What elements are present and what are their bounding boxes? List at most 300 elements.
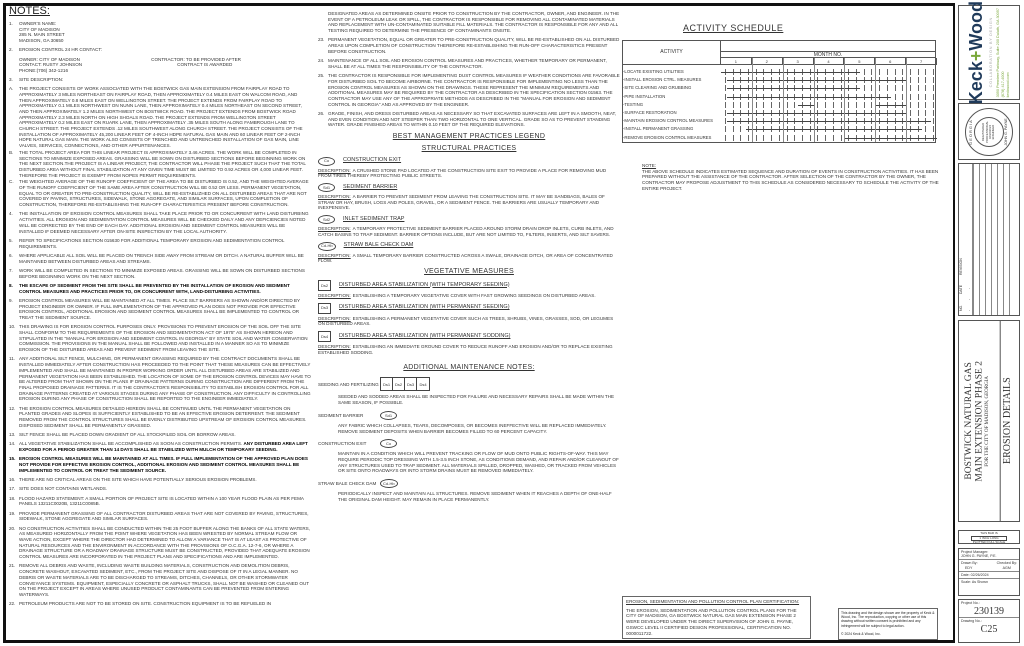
week-tick xyxy=(925,77,926,83)
note-text xyxy=(19,356,311,402)
activity-duration-bar xyxy=(875,105,906,106)
week-tick xyxy=(771,102,772,108)
note-item xyxy=(318,58,620,69)
week-tick xyxy=(933,94,934,100)
maintenance-item xyxy=(318,377,620,391)
note-text-body: ALL VEGETATIVE STABILIZATION SHALL BE ACCOMPLISHED AS SOON AS CONSTRUCTION PERMITS. xyxy=(19,441,243,447)
week-tick xyxy=(748,135,749,141)
bmp-description xyxy=(318,253,620,264)
bmp-title: DISTURBED AREA STABILIZATION (WITH TEMPORARY SEEDING) xyxy=(339,281,510,288)
maintenance-text: SEEDED AND SODDED AREAS SHALL BE INSPECTED FOR FAILURE AND NECESSARY REPAIRS SHALL BE MADE WITHIN THE SAME SEASON, IF POSSIBLE. xyxy=(338,394,615,406)
month-number: 3 xyxy=(783,58,814,65)
month-header: MONTH NO. xyxy=(721,51,935,58)
bmp-symbol: Sd2 xyxy=(318,215,335,224)
bmp-symbol: Sd1 xyxy=(318,183,335,192)
note-number: 5. xyxy=(9,237,13,243)
bmp-symbol: Ds4 xyxy=(419,381,427,387)
note-item xyxy=(318,73,620,107)
maintenance-text: MAINTAIN IN A CONDITION WHICH WILL PREVENT TRACKING OR FLOW OF MUD ONTO PUBLIC RIGHTS-OF-WAY. THIS MAY REQUIRE PERIODIC TOP DRESSING WITH 1.5-3.5 INCH STONE, AS CONDITIONS DEMAND, AND REPAIR AND/OR CLEANOUT OF ANY STRUCTURES USED TO TRAP SEDIMENT. ALL MATERIALS SPILLED, DROPPED, WASHED, OR TRACKED FROM VEHICLES OR SITE ONTO ROADWAYS OR INTO STORM DRAINS MUST BE REMOVED IMMEDIATELY. xyxy=(338,451,619,474)
week-tick xyxy=(933,69,934,75)
note-number: 17. xyxy=(9,486,16,492)
bmp-description xyxy=(318,168,620,179)
note-text-body: EROSION CONTROL MEASURES WILL BE MAINTAINED AT ALL TIMES. PLACE SILT BARRIERS AS SHOWN AND/OR DIRECTED BY PROJECT ENGINEER OR OWNER. IF FULL IMPLEMENTATION OF THE APPROVED PLAN DOES NOT PROVIDE FOR EFFECTIVE EROSION CONTROL, ADDITIONAL EROSION AND SEDIMENT CONTROL MEASURES SHALL BE IMPLEMENTED TO CONTROL OR TREAT THE SEDIMENT SOURCE. xyxy=(19,297,300,320)
week-tick xyxy=(933,77,934,83)
note-text xyxy=(19,511,311,522)
month-number: 1 xyxy=(721,58,752,65)
item-text: THE TOTAL PROJECT AREA FOR THIS LINEAR PROJECT IS APPROXIMATELY 3.46 ACRES. THE WORK WILL BE COMPLETED IN SECTIONS TO MINIMIZE EXPOSED AREAS. GRASSING WILL BE SOWN ON DISTURBED SECTIONS BEFORE BEGINNING WORK ON THE NEXT SECTION.THE PROJECT IS A LINEAR PROJECT, THE CONTRACTOR WILL PHASE THE PROJECT SUCH THAT THE TOTAL DISTURBED AREA WITHOUT FINAL STABILIZATION AT ANY GIVEN TIME MUST BE LIMITED TO 0.92 ACRES OR 4,000 LINEAR FEET. THEREFORE THE PROJECT IS EXEMPT FROM NOPES PERMIT REQUIREMENTS. xyxy=(19,149,306,178)
scale-bar: THIS BAR IS 1 INCH LONG PLOTTED FULL SCALE xyxy=(958,530,1020,544)
site-description-list xyxy=(9,86,311,208)
note-item xyxy=(9,406,311,429)
maintenance-notes-title: ADDITIONAL MAINTENANCE NOTES: xyxy=(403,364,535,372)
week-tick xyxy=(910,69,911,75)
description-text: A SMALL TEMPORARY BARRIER CONSTRUCTED ACROSS A SWALE, DRAINAGE DITCH, OR AREA OF CONCENTRATED FLOW. xyxy=(318,252,613,264)
note-text-body: FLOOD HAZARD STATEMENT: A SMALL PORTION OF PROJECT SITE IS LOCATED WITHIN A 100 YEAR FLOOD PLAIN AS PER FEMA PANELS 13211C0020B, 13211C0085B. xyxy=(19,495,304,507)
note-text xyxy=(328,11,620,34)
bmp-legend-title: BEST MANAGEMENT PRACTICES LEGEND xyxy=(392,132,546,140)
week-tick xyxy=(933,85,934,91)
week-tick xyxy=(895,85,896,91)
activity-duration-bar xyxy=(727,80,906,81)
week-tick xyxy=(910,94,911,100)
contractor-line-2: CONTRACT IS AWARDED xyxy=(177,62,233,68)
revision-row: - - - xyxy=(967,164,973,315)
copyright-line: © 2024 Keck & Wood, Inc. xyxy=(841,631,881,636)
item-letter: A. xyxy=(9,86,14,92)
note-text xyxy=(19,324,311,353)
structural-practices-list xyxy=(318,157,620,264)
description-text: ESTABLISHING A PERMANENT VEGETATIVE COVER SUCH AS TREES, SHRUBS, VINES, GRASSES, SOD, OR LEGUMES ON DISTURBED AREAS. xyxy=(318,315,614,327)
week-tick xyxy=(925,102,926,108)
bmp-item xyxy=(318,242,620,251)
week-tick xyxy=(771,135,772,141)
item-text: THE PROJECT CONSISTS OF WORK ASSOCIATED WITH THE BOSTWICK GAS MAIN EXTENSION FROM FAIRPLAY ROAD TO APPROXIMATELY 3 MILES NORTHEAST ON FAIRPLAY ROAD, THEN APPROXIMATELY 0.4 MILES EAST ON WALCOM ROAD, AND THEN APPROXIMATELY 0.8 MILES EAST ON WELLINGTON STREET. THE PROJECT EXTENDS FROM FAIRPLAY ROAD TO APPROXIMATELY 0.1 MILES NORTHWEST ON NUNN LANE, THEN APPROXIMATELY 0.4 MILES NORTHEAST ON SECOND STREET, AND THEN APPROXIMATELY 1.2 MILES NORTHWEST ON BOSTWICK ROAD. THE PROJECT EXTENDS FROM BOSTWICK ROAD APPROXIMATELY 2.3 MILES NORTH ON HIGH SHOALS ROAD. THE PROJECT EXTENDS FROM WELLINGTON STREET APPROXIMATELY 0.2 MILES EAST ON RUARK LANE, THEN APPROXIMATELY .35 MILES SOUTH ALONG FAMBROUGH LANE TO CHURCH STREET. THE PROJECT EXTENDS .12 MILES SOUTHWEST ALONG CHURCH STREET. THE PROJECT CONSISTS OF THE INSTALLATION OF APPROXIMATELY 45,200 LINEAR FEET OF 4-INCH HDPE NATURAL GAS MAIN AND 60 LINEAR FEET OF 2-INCH HDPE NATURAL GAS MAIN. THE WORK ALSO CONSISTS OF TRENCHED AND UNTRENCHED INSTALLATION OF GAS MAIN, LINE VALVES, SERVICES, CONNECTIONS, AND OTHER APPURTENANCES. xyxy=(19,86,303,149)
note-text xyxy=(328,58,620,69)
bmp-item xyxy=(318,215,620,224)
note-item xyxy=(9,496,311,507)
activity-schedule-table xyxy=(622,40,936,143)
note-text xyxy=(19,456,311,473)
bmp-symbol: Cd-Hb xyxy=(380,479,398,488)
project-number: 230139 xyxy=(974,606,1004,617)
week-tick xyxy=(817,135,818,141)
bmp-symbol: Ds3 xyxy=(405,378,417,390)
note-number: 24. xyxy=(318,58,325,64)
schedule-note-text: THE ABOVE SCHEDULE INDICATES ESTIMATED SEQUENCE AND DURATION OF EVENTS IN CONSTRUCTION ACTIVITIES. IT HAS BEEN PREPARED WITHOUT THE ASSISTANCE OF THE CONTRACTOR. AFTER SELECTION OF THE CONTRACTOR BY THE OWNER, THE CONTRACTOR MAY PROPOSE ADJUSTMENT TO THIS SCHEDULE AS CONSIDERED NECESSARY TO SCHEDULE THE ACTIVITY OF THE ENTIRE PROJECT. xyxy=(642,168,939,191)
maintenance-notes-list xyxy=(318,377,620,502)
month-number: 6 xyxy=(875,58,906,65)
week-tick xyxy=(910,85,911,91)
revision-header: NO. DATE REVISION xyxy=(959,258,963,311)
note-number: 12. xyxy=(9,405,16,411)
note-item xyxy=(9,356,311,402)
maintenance-item xyxy=(318,479,620,488)
project-title: BOSTWICK NATURAL GAS MAIN EXTENSION PHASE 2 FOR THE CITY OF MADISON, GEORGIA xyxy=(963,360,990,482)
week-tick xyxy=(725,77,726,83)
note-number: 16. xyxy=(9,477,16,483)
company-address: 3090 Premiere Parkway, Suite 200 Duluth, GA 30097 (678) 417-4000 keckwood.com xyxy=(995,7,1010,98)
note-text xyxy=(19,406,311,429)
note-text xyxy=(19,563,311,597)
activity-duration-bar xyxy=(727,113,906,114)
description-label: DESCRIPTION: xyxy=(318,292,351,298)
week-tick xyxy=(933,110,934,116)
week-tick xyxy=(864,102,865,108)
week-tick xyxy=(756,102,757,108)
week-tick xyxy=(794,135,795,141)
bmp-symbol: Ds2 xyxy=(393,378,405,390)
notes-list xyxy=(9,211,311,606)
bmp-title: DISTURBED AREA STABILIZATION (WITH PERMANENT SODDING) xyxy=(339,332,511,339)
note-text-body: EROSION CONTROL MEASURES WILL BE MAINTAINED AT ALL TIMES. IF FULL IMPLEMENTATION OF THE APPROVED PLAN DOES NOT PROVIDE FOR EFFECTIVE EROSION CONTROL, ADDITIONAL EROSION AND SEDIMENT CONTROL MEASURES SHALL BE IMPLEMENTED TO CONTROL OR TREAT THE SEDIMENT SOURCE. xyxy=(19,456,308,473)
bmp-item xyxy=(318,157,620,166)
week-tick xyxy=(733,126,734,132)
company-logo: Keck+Wood xyxy=(966,0,987,105)
bmp-title: STRAW BALE CHECK DAM xyxy=(343,242,414,249)
week-tick xyxy=(879,85,880,91)
description-text: ESTABLISHING AN IMMEDIATE GROUND COVER TO REDUCE RUNOFF AND EROSION AND/OR TO REPLACE EXISTING ESTABLISHED SODDING. xyxy=(318,344,613,355)
maintenance-text: ANY FABRIC WHICH COLLAPSES, TEARS, DECOMPOSES, OR BECOMES INEFFECTIVE WILL BE REPLACED IMMEDIATELY. REMOVE SEDIMENT DEPOSITS WHEN BARRIER BECOMES FILLED TO 60 PERCENT CAPACITY. xyxy=(338,422,607,434)
note-text-body: MAINTENANCE OF ALL SOIL AND EROSION CONTROL MEASURES AND PRACTICES, WHETHER TEMPORARY OR PERMANENT, SHALL BE AT ALL TIMES THE RESPONSIBILITY OF THE CONTRACTOR. xyxy=(328,58,607,69)
activity-duration-bar xyxy=(798,105,813,106)
month-number: 7 xyxy=(906,58,937,65)
bmp-item xyxy=(318,183,620,192)
week-tick xyxy=(779,102,780,108)
week-tick xyxy=(918,102,919,108)
note-text-body: ANY ADDITIONAL SILT FENCE, MULCHING, OR PERMANENT GRASSING REQUIRED BY THE CONTRACT DOCUMENTS SHALL BE INSTALLED IMMEDIATELY AFTER CONSTRUCTION HAS PROCEEDED TO THE POINT THAT THESE MEASURES CAN BE EFFECTIVELY IMPLEMENTED AND SHALL BE MAINTAINED IN PROPER WORKING ORDER UNTIL ALL DISTURBED AREAS ARE STABILIZED AND PERMANENT VEGETATION HAS BEEN ESTABLISHED. THE LOCATION OF SOME OF THE EROSION CONTROL DEVICES MAY HAVE TO BE ALTERED FROM THAT SHOWN ON THE PLANS IF DRAINAGE PATTERNS DURING CONSTRUCTION ARE DIFFERENT FROM THE FINAL PROPOSED DRAINAGE PATTERNS. IT IS THE CONTRACTOR'S RESPONSIBILITY TO ESTABLISH EROSION CONTROL FOR ALL DRAINAGE PATTERNS CREATED AT VARIOUS STAGES DURING ANY PHASE OF CONSTRUCTION. ANY DIFFICULTY IN CONTROLLING EROSION DURING ANY PHASE OF CONSTRUCTION SHALL BE REPORTED TO THE ENGINEER IMMEDIATELY. xyxy=(19,356,311,402)
week-tick xyxy=(810,135,811,141)
maintenance-label: SEEDING AND FERTILIZING xyxy=(318,381,379,387)
note-owner xyxy=(9,21,311,44)
activity-label: -INSTALL PERMANENT GRASSING xyxy=(623,126,694,132)
item-text: THE WEIGHTED AVERAGE OF THE RUNOFF COEFFICIENT OF THE AREA TO BE DISTURBED IS 0.52, AND THE WEIGHTED AVERAGE OF THE RUNOFF COEFFICIENT OF THE SAME AREA AFTER CONSTRUCTION WILL BE 0.52 OR LESS. PERMANENT VEGETATION, EQUAL TO OR GREATER TO PRE-CONSTRUCTION QUALITY, WILL BE RE-ESTABLIZHED ON ALL DISTURBED AREAS THAT ARE NOT COVERED BY PAVING, STRUCTURES, SIDEWALK, STONE AGGREGATE, AND SIMILAR SURFACES, UPON COMPLETION OF CONSTRUCTION, THEREFORE RE-ESTABLISHING THE RUN-OFF CHARACTERISTICS PRESENT BEFORE CONSTRUCTION. xyxy=(19,179,309,208)
engineer-seal: GEORGIA REGISTERED PROFESSIONAL 02/26/2024 ENGINEER JOHN G. PAYNE xyxy=(965,108,1013,156)
maintenance-label: SEDIMENT BARRIER xyxy=(318,412,364,418)
bmp-symbol: Ds3 xyxy=(318,303,331,314)
note-text xyxy=(19,432,311,438)
note-item xyxy=(9,511,311,522)
month-divider xyxy=(783,58,784,142)
activity-duration-bar xyxy=(746,129,922,130)
note-item xyxy=(9,324,311,353)
note-text-body: REFER TO SPECIFICATIONS SECTION 015630 FOR ADDITIONAL TEMPORARY EROSION AND SEDIMENTATION CONTROL REQUIREMENTS. xyxy=(19,237,285,249)
note-item xyxy=(9,298,311,321)
note-item xyxy=(9,211,311,234)
activity-label: -TESTING xyxy=(623,101,644,107)
week-tick xyxy=(748,102,749,108)
week-tick xyxy=(802,135,803,141)
week-tick xyxy=(918,77,919,83)
note-text xyxy=(19,486,311,492)
bmp-title: SEDIMENT BARRIER xyxy=(343,183,398,190)
month-divider xyxy=(752,58,753,142)
note-text xyxy=(19,238,311,249)
notes-column-middle xyxy=(318,11,620,503)
month-divider xyxy=(875,58,876,142)
week-tick xyxy=(740,102,741,108)
description-label: DESCRIPTION: xyxy=(318,226,351,232)
drawing-title: EROSION DETAILS xyxy=(1000,321,1015,521)
logo-tagline: COLLABORATION BY DESIGN xyxy=(988,17,994,88)
note-text xyxy=(19,268,311,279)
drawing-date: 02/26/2024 xyxy=(970,572,989,577)
maintenance-text: PERIODICALLY INSPECT AND MAINTAIN ALL STRUCTURES. REMOVE SEDIMENT WHEN IT REACHES A DEPTH OF ONE-HALF THE ORIGINAL DAM HEIGHT. MAY REMAIN IN PLACE PERMANENTLY. xyxy=(338,491,612,502)
note-text-body: WHERE APPLICABLE ALL SOIL WILL BE PLACED ON TRENCH SIDE AWAY FROM STREAM OR DITCH. A NATURAL BUFFER WILL BE MAINTAINED BETWEEN DISTURBED AREAS AND STREAMS. xyxy=(19,252,304,264)
description-label: DESCRIPTION: xyxy=(318,315,351,321)
note-number: 21. xyxy=(9,563,16,569)
contractor-line-1: CONTRACTOR: TO BE PROVIDED AFTER xyxy=(151,56,241,62)
note-item xyxy=(9,432,311,438)
note-text-bold: ANY DISTURBED AREA LEFT EXPOSED FOR A PERIOD GREATER THAN 14 DAYS SHALL BE STABILIZED WITH MULCH OR TEMPORARY SEEDING. xyxy=(19,441,308,453)
month-number: 5 xyxy=(844,58,875,65)
week-tick xyxy=(864,85,865,91)
note-number: 25. xyxy=(318,73,325,79)
note-number: 2. xyxy=(9,47,13,53)
note-number: 13. xyxy=(9,432,16,438)
week-tick xyxy=(763,102,764,108)
week-tick xyxy=(864,69,865,75)
week-tick xyxy=(918,110,919,116)
note-number: 10. xyxy=(9,324,16,330)
contact-block xyxy=(9,57,311,74)
bmp-symbol: Cd-Hb xyxy=(318,242,336,251)
activity-label: -SITE CLEARING AND GRUBBING xyxy=(623,85,692,91)
description-text: A BARRIER TO PREVENT SEDIMENT FROM LEAVING THE CONSTRUCTION SITE. IT MAY BE SANDBAGS, BALES OF STRAW OR HAY, BRUSH, LOGS AND POLES, GRAVEL, OR A SEDIMENT FENCE. THE BARRIERS ARE USUALLY TEMPORARY AND INEXPENSIVE. xyxy=(318,194,605,211)
note-number: 8. xyxy=(9,282,13,288)
note-item xyxy=(9,441,311,452)
week-tick xyxy=(871,102,872,108)
copyright-text: This drawing and the design shown are the property of Keck & Wood, Inc. The reproduction, copying or other use of this drawing without written consent is prohibited and any infringement will be subject to legal action. xyxy=(841,611,935,628)
checked-by: AGM xyxy=(1002,565,1011,570)
notes-list-continued xyxy=(318,11,620,128)
week-tick xyxy=(817,102,818,108)
note-number: 3. xyxy=(9,76,13,82)
week-tick xyxy=(871,85,872,91)
notes-column-left xyxy=(9,5,311,611)
week-tick xyxy=(925,110,926,116)
item-letter: C. xyxy=(9,179,14,185)
bmp-title: DISTURBED AREA STABILIZATION (WITH PERMANENT SEEDING) xyxy=(339,304,510,311)
week-tick xyxy=(933,102,934,108)
bmp-title: INLET SEDIMENT TRAP xyxy=(343,215,405,222)
week-tick xyxy=(925,94,926,100)
note-number: 15. xyxy=(9,456,16,462)
project-title-block xyxy=(958,320,1020,522)
maintenance-label: CONSTRUCTION EXIT xyxy=(318,440,367,446)
week-tick xyxy=(925,85,926,91)
description-label: DESCRIPTION: xyxy=(318,194,351,200)
activity-label: -INSTALL EROSION CTRL. MEASURES xyxy=(623,77,702,83)
description-label: DESCRIPTION: xyxy=(318,167,351,173)
activity-schedule-title: ACTIVITY SCHEDULE xyxy=(683,23,784,33)
bmp-item xyxy=(318,303,620,314)
week-tick xyxy=(763,135,764,141)
activity-duration-bar xyxy=(727,121,931,122)
site-description-item xyxy=(9,150,311,179)
week-tick xyxy=(740,126,741,132)
week-tick xyxy=(848,102,849,108)
note-number: 19. xyxy=(9,510,16,516)
week-tick xyxy=(725,118,726,124)
note-item xyxy=(318,111,620,128)
note-number: 9. xyxy=(9,297,13,303)
drawing-number: C25 xyxy=(980,624,998,635)
project-manager: JOHN G. PAYNE, P.E. xyxy=(961,554,997,559)
week-tick xyxy=(787,135,788,141)
note-number: 4. xyxy=(9,211,13,217)
activity-duration-bar xyxy=(721,72,860,73)
note-text-body: THIS DRAWING IS FOR EROSION CONTROL PURPOSES ONLY. PROVISIONS TO PREVENT EROSION OF THE SOIL OFF THE SITE SHALL CONFORM TO THE REQUIREMENTS OF THE EROSION AND SEDIMENTATION ACT OF 1975" AS SHOWN HEREON AND STIPULATED IN THE "MANUAL FOR EROSION AND SEDIMENT CONTROL IN GEORGIA" BY STATE SOIL AND WATER CONSERVATION COMMISSION. THE PROVISIONS IN THE MANUAL SHALL BE FOLLOWED AND INSTALLED IN A MANNER SO AS TO MINIMIZE EROSION OF THE DISTURBED AREAS AND PREVENT SEDIMENT FROM LEAVING THE SITE. xyxy=(19,324,308,353)
note-text-body: DESIGNATED AREAS AS DETERMINED ONSITE PRIOR TO CONSTRUCTION BY THE CONTRACTOR, OWNER, AND ENGINEER. IN THE EVENT OF A PETROLEUM LEAK OR SPILL, THE CONTRACTOR IS RESPONSIBLE FOR REMOVING ALL CONTAMINATED MATERIALS AND REPLACEMENT WITH UN-CONTAMINATED SUITABLE FILL MATERIALS. THE CONTRACTOR IS RESPONSIBLE FOR ANY AND ALL TESTING REQUIRED TO DETERMINE THE PRESENCE OF CONTAMINANTS ONSITE. xyxy=(328,11,620,34)
note-number: 14. xyxy=(9,441,16,447)
note-text-body: GRADE, FINISH, AND DRESS DISTURBED AREAS AS NECESSARY SO THAT EXCAVATED SURFACES ARE LEFT IN A SMOOTH, NEAT, AND EVEN CONDITION AND NOT STEEPER THAN TWO HORIZONTAL TO ONE VERTICAL. GRADE SO AS TO PREVENT STANDING WATER. GRADE FINISHED AREAS TO WITHIN 0.10 FEET OF THE REQUIRED ELEVATIONS. xyxy=(328,110,617,128)
note-item xyxy=(9,456,311,473)
month-divider xyxy=(814,58,815,142)
contact-owner: OWNER: CITY OF MADISON xyxy=(19,56,80,62)
note-text-body: PERMANENT VEGETATION, EQUAL OR GREATER TO PRE-CONSTRUCTION QUALITY, WILL BE RE-ESTABLISHED ON ALL DISTURBED AREAS UPON COMPLETION OF CONSTRUCTION THEREFORE RE-ESTABLISHING THE RUN-OFF CHARACTERISTICS PRESENT BEFORE CONSTRUCTION. xyxy=(328,37,620,54)
week-tick xyxy=(887,85,888,91)
description-label: DESCRIPTION: xyxy=(318,252,351,258)
bmp-title: CONSTRUCTION EXIT xyxy=(343,157,402,164)
vegetative-measures-list xyxy=(318,280,620,356)
note-text-body: SITE DOES NOT CONTAINS WETLANDS. xyxy=(19,486,108,492)
activity-duration-bar xyxy=(727,88,860,89)
week-tick xyxy=(787,102,788,108)
note-text-body: THE INSTALLATION OF EROSION CONTROL MEASURES SHALL TAKE PLACE PRIOR TO OR CONCURRENT WITH LAND DISTURBING ACTIVITIES. ALL EROSION AND SEDIMENTATION CONTROL MEASURES WILL BE CHECKED DAILY AND ANY DEFICIENCIES NOTED WILL BE CORRECTED BY THE END OF EACH DAY. ADDITIONAL EROSION AND SEDIMENT CONTROL MEASURES WILL BE INSTALLED IF DEEMED NECESSARY AFTER ON-SITE INSPECTION BY THE LOCAL AUTHORITY. xyxy=(19,211,309,234)
note-line: 285 N. MAIN STREET xyxy=(19,32,65,38)
contact-phone: PHONE:(706) 342-1216 xyxy=(19,68,69,74)
vegetative-measures-title: VEGETATIVE MEASURES xyxy=(424,267,514,275)
note-text-body: THE EROSION CONTROL MEASURES DETAILED HEREON SHALL BE CONTINUED UNTIL THE PERMANENT VEGETATION ON PLANTED GRADES AND SLOPES IS SUFFICIENTLY ESTABLISHED TO BE AN EFFECTIVE EROSION DETERRENT. THE SEDIMENT REMOVED FROM THE CONTROL STRUCTURES SHALL BE EVENLY DISTRIBUTED UPSTREAM OF EROSION CONTROL MEASURES. DISPOSED SEDIMENT SHALL BE PERMANENTLY GRASSED. xyxy=(19,405,307,428)
note-item xyxy=(9,486,311,492)
week-tick xyxy=(933,126,934,132)
week-tick xyxy=(910,77,911,83)
note-text-body: THE CONTRACTOR IS RESPONSIBLE FOR IMPLEMENTING DUST CONTROL MEASURES IF WEATHER CONDITIONS ARE FAVORABLE FOR DISTURBED SOIL TO BECOME AIRBORNE. THE CONTRACTOR IS RESPONSIBLE FOR IMPLEMENTING NO LESS THAN THE EROSION CONTROL MEASURES AS SHOWN ON THE DRAWINGS. THESE REPRESENT THE MINIMUM REQUIREMENTS AND ADDITIONAL MEASURES MAY BE REQUIRED BY THE CONTRACTOR AS DESCRIBED IN THE SPECIFICATION SECTION 01563. THE CONTRACTOR MAY USE ANY OF THE APPROPRIATE METHODS AS DESCRIBED IN THE "MANUAL FOR EROSION AND SEDIMENT CONTROL IN GEORGIA" AND AS APPROVED BY THE ENGINEER. xyxy=(328,73,620,107)
month-divider xyxy=(906,58,907,142)
certification-title: EROSION, SEDIMENTATION AND POLLUTION CONTROL PLAN CERTIFICATION: xyxy=(626,599,800,604)
maintenance-label: STRAW BALE CHECK DAM xyxy=(318,480,377,486)
week-tick xyxy=(833,135,834,141)
week-tick xyxy=(725,135,726,141)
note-text: EROSION CONTROL 24 HR CONTACT: xyxy=(19,47,102,53)
activity-label: -REMOVE EROSION CONTROL MEASURES xyxy=(623,134,712,140)
activity-label: -PIPE INSTALLATION xyxy=(623,93,666,99)
maintenance-item xyxy=(318,439,620,448)
schedule-note-label: NOTE: xyxy=(642,163,657,168)
description-text: A TEMPORARY PROTECTIVE SEDIMENT BARRIER PLACED AROUND STORM DRAIN DROP INLETS, CURB INLETS, AND CATCH BASINS TO TRAP SEDIMENT. BARRIER OPTIONS INCLUDE, BUT ARE NOT LIMITED TO, FILTERS, INSERTS, AND SILT SAVERS. xyxy=(318,226,614,237)
bmp-symbol: Ds2 xyxy=(318,280,331,291)
week-tick xyxy=(918,94,919,100)
week-tick xyxy=(895,69,896,75)
week-tick xyxy=(918,69,919,75)
note-item xyxy=(9,283,311,294)
note-number: 20. xyxy=(9,525,16,531)
structural-practices-title: STRUCTURAL PRACTICES xyxy=(421,144,517,152)
note-item xyxy=(9,253,311,264)
week-tick xyxy=(933,118,934,124)
week-tick xyxy=(725,85,726,91)
company-logo-block xyxy=(958,0,1020,105)
week-tick xyxy=(887,69,888,75)
note-item xyxy=(9,526,311,560)
note-item xyxy=(9,238,311,249)
week-tick xyxy=(879,69,880,75)
note-text xyxy=(328,111,620,128)
week-tick xyxy=(895,94,896,100)
note-text-body: SILT FENCE SHALL BE PLACED DOWN GRADIENT OF ALL STOCKPILED SOIL OR BORROW AREAS. xyxy=(19,432,236,438)
week-tick xyxy=(725,94,726,100)
note-text: SITE DESCRIPTION: xyxy=(19,76,64,82)
note-line: MADISON, GA 30650 xyxy=(19,38,64,44)
drawn-by: EDY xyxy=(965,565,973,570)
week-tick xyxy=(856,102,857,108)
note-number: 7. xyxy=(9,267,13,273)
bmp-item xyxy=(318,331,620,342)
certification-box xyxy=(622,596,811,639)
note-item xyxy=(9,268,311,279)
week-tick xyxy=(910,110,911,116)
note-text xyxy=(19,496,311,507)
note-line: CITY OF MADISON xyxy=(19,26,60,32)
note-number: 18. xyxy=(9,495,16,501)
pm-label: Project Manager: xyxy=(961,550,989,554)
week-tick xyxy=(871,69,872,75)
note-number: 11. xyxy=(9,356,16,362)
month-divider xyxy=(844,58,845,142)
note-number: 23. xyxy=(318,37,325,43)
note-number: 26. xyxy=(318,110,325,116)
week-tick xyxy=(918,85,919,91)
bmp-description xyxy=(318,226,620,237)
week-tick xyxy=(725,102,726,108)
week-tick xyxy=(910,102,911,108)
note-item xyxy=(9,601,311,607)
project-info-block: Project Manager: JOHN G. PAYNE, P.E. Drawn By: EDY Checked By: AGM Date: 02/26/2024 Scale: As Shown xyxy=(958,548,1020,596)
note-text-body: PETROLEUM PRODUCTS ARE NOT TO BE STORED ON SITE. CONSTRUCTION EQUIPMENT IS TO BE REFUELED IN xyxy=(19,601,272,607)
bmp-description xyxy=(318,316,620,327)
note-text-body: THE ESCAPE OF SEDIMENT FROM THE SITE SHALL BE PREVENTED BY THE INSTALLATION OF EROSION AND SEDIMENT CONTROL MEASURES AND PRACTICES PRIOR TO, OR CONCURRENT WITH, LAND-DISTURBING ACTIVITIES. xyxy=(19,282,290,294)
description-text: ESTABLISHING A TEMPORARY VEGETATIVE COVER WITH FAST GROWING SEEDINGS ON DISTURBED AREAS. xyxy=(352,292,596,298)
bmp-symbol: Ds1 xyxy=(381,378,393,390)
drawing-scale: As Shown xyxy=(971,580,988,585)
activity-duration-bar xyxy=(844,138,937,139)
note-text xyxy=(19,298,311,321)
week-tick xyxy=(902,85,903,91)
week-tick xyxy=(725,126,726,132)
week-tick xyxy=(825,102,826,108)
activity-header: ACTIVITY xyxy=(623,41,721,65)
site-description-item xyxy=(9,179,311,208)
note-text xyxy=(19,211,311,234)
note-text xyxy=(19,441,311,452)
note-number: 22. xyxy=(9,601,16,607)
note-number xyxy=(318,11,328,34)
note-text xyxy=(19,526,311,560)
note-text-body: REMOVE ALL DEBRIS AND WASTE, INCLUDING WASTE BUILDING MATERIALS, CONSTRUCTION AND DEMOLITION DEBRIS, CONCRETE WASHOUT, EXCAVATED SEDIMENT, ETC., FROM THE PROJECT SITE AND DISPOSE OF IT IN A LEGAL MANNER. NO DEBRIS OR WASTE MATERIALS ARE TO BE DISCHARGED TO STREAMS, DITCHES, CHANNELS, OR OTHER STORMWATER CONVEYANCE SYSTEMS. EQUIPMENT, ESPECIALLY CONCRETE OR ASPHALT TRUCKS, SHALL NOT BE WASHED OR CLEANED OUT ON THE PROJECT EXCEPT IN AREAS WHERE UNUSED PRODUCT CONTAMINANTS CAN BE PREVENTED FROM ENTERING WATERWAYS. xyxy=(19,563,309,597)
week-tick xyxy=(841,102,842,108)
description-label: DESCRIPTION: xyxy=(318,344,351,350)
bmp-description xyxy=(318,293,620,299)
week-tick xyxy=(925,69,926,75)
note-number: 1. xyxy=(9,21,13,26)
certification-text: THE EROSION, SEDIMENTATION AND POLLUTION CONTROL PLANS FOR THE CITY OF MADISON, GA BOSTWICK NATURAL GAS MAIN EXTENSION PHASE 2 WERE DEVELOPED UNDER THE DIRECT SUPERVISION OF JOHN G. PAYNE, GSWCC LEVEL II CERTIFIED DESIGN PROFESSIONAL, CERTIFICATION NO. 0000011722. xyxy=(626,607,797,636)
week-tick xyxy=(902,94,903,100)
month-number: 4 xyxy=(814,58,845,65)
item-letter: B. xyxy=(9,149,14,155)
week-tick xyxy=(841,135,842,141)
note-contact xyxy=(9,47,311,53)
bmp-symbol: Ds4 xyxy=(318,331,331,342)
